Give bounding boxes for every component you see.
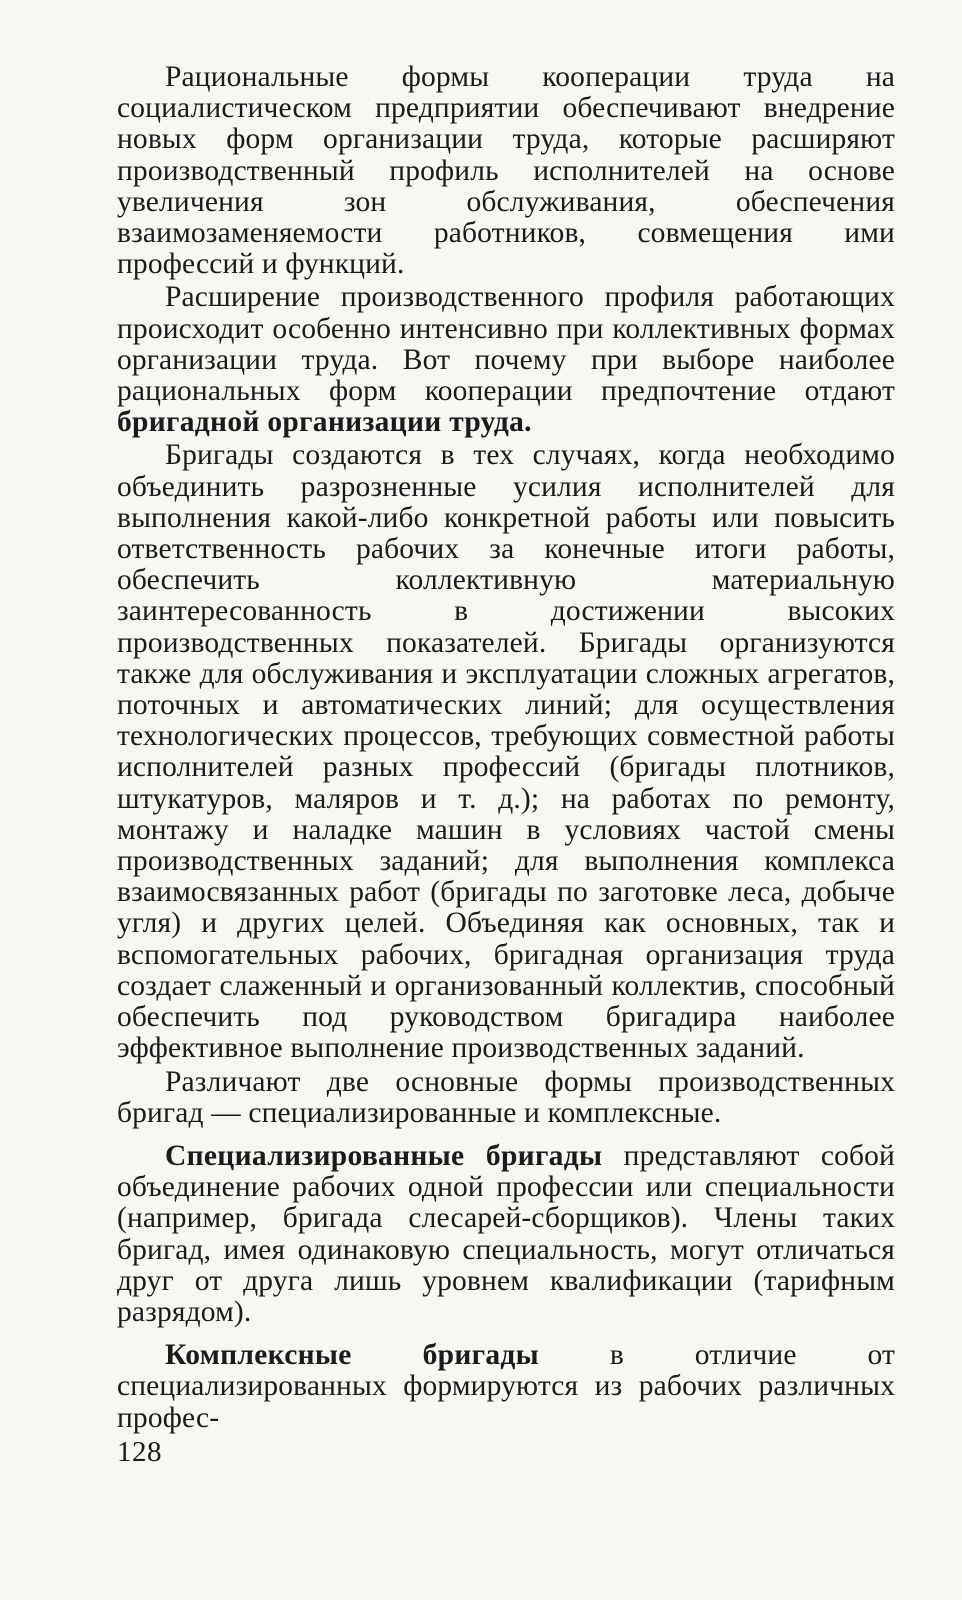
bold-term-complex-brigades: Комплексные бригады: [165, 1339, 539, 1372]
paragraph-two-forms: [117, 1067, 895, 1129]
paragraph-specialized-brigades: [117, 1141, 895, 1328]
page-body: [117, 62, 895, 1434]
page-number: 128: [117, 1436, 162, 1468]
text-segment: Расширение производственного профиля работающих происходит особенно интенсивно при коллективных формах организации труда. Вот почему при выборе наиболее рациональных форм кооперации предпочтение отдают: [117, 281, 895, 408]
paragraph-profile-expansion: [117, 282, 895, 438]
text-segment: в отличие от специализированных формируются из рабочих различных профес-: [117, 1339, 895, 1434]
paragraph-brigades-created: [117, 440, 895, 1064]
paragraph-complex-brigades: [117, 1340, 895, 1434]
text-segment: Бригады создаются в тех случаях, когда необходимо объединить разрозненные усилия исполнителей для выполнения какой-либо конкретной работы или повысить ответственность рабочих за конечные итоги работы, обеспечить коллективную материальную заинтересованность в достижении высоких производственных показателей. Бригады организуются также для обслуживания и эксплуатации сложных агрегатов, поточных и автоматических линий; для осуществления технологических процессов, требующих совместной работы исполнителей разных профессий (бригады плотников, штукатуров, маляров и т. д.); на работах по ремонту, монтажу и наладке машин в условиях частой смены производственных заданий; для выполнения комплекса взаимосвязанных работ (бригады по заготовке леса, добыче угля) и других целей. Объединяя как основных, так и вспомогательных рабочих, бригадная организация труда создает слаженный и организованный коллектив, способный обеспечить под руководством бригадира наиболее эффективное выполнение производственных заданий.: [117, 439, 895, 1065]
text-segment: представляют собой объединение рабочих одной профессии или специальности (например, бригада слесарей-сборщиков). Члены таких бригад, имея одинаковую специальность, могут отличаться друг от друга лишь уровнем квалификации (тарифным разрядом).: [117, 1139, 895, 1328]
text-segment: Рациональные формы кооперации труда на социалистическом предприятии обеспечивают внедрение новых форм организации труда, которые расширяют производственный профиль исполнителей на основе увеличения зон обслуживания, обеспечения взаимозаменяемости работников, совмещения ими профессий и функций.: [117, 61, 895, 281]
bold-term-specialized-brigades: Специализированные бригады: [165, 1139, 603, 1172]
text-segment: Различают две основные формы производственных бригад — специализированные и комплексные.: [117, 1065, 895, 1129]
paragraph-cooperation-forms: [117, 62, 895, 280]
bold-term-brigade-organization: бригадной организации труда.: [117, 406, 532, 439]
